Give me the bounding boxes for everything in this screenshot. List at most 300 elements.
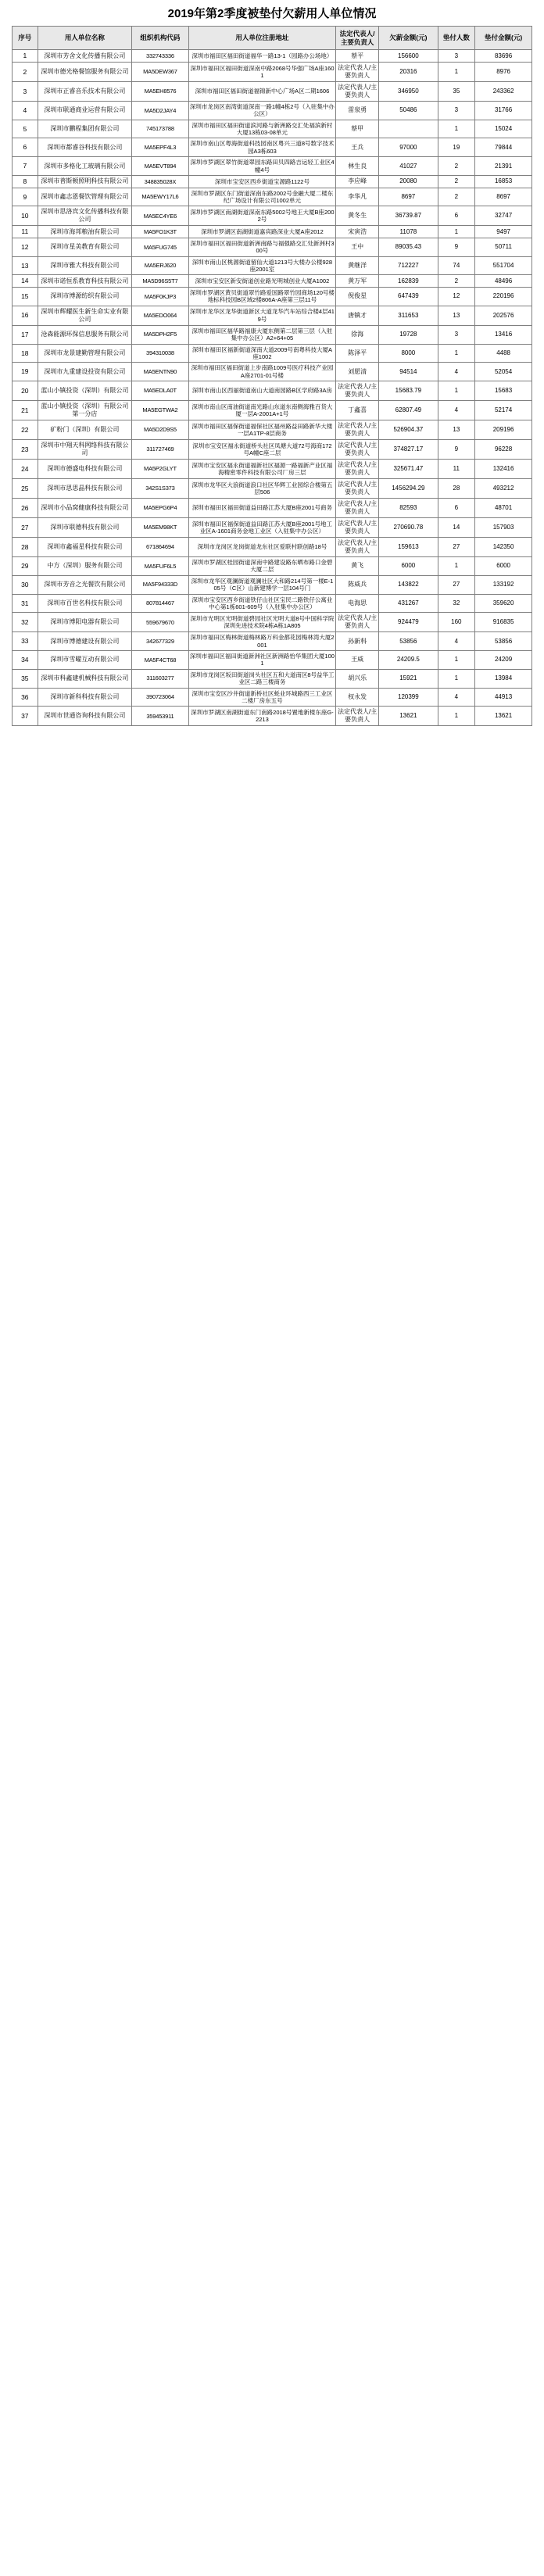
cell-paid-people: 160 xyxy=(438,613,475,632)
table-row xyxy=(13,238,532,256)
cell-index: 34 xyxy=(13,651,38,670)
cell-paid-people: 2 xyxy=(438,275,475,288)
cell-owed-amount: 15683.79 xyxy=(379,381,438,401)
cell-address: 深圳市罗湖区桂园街道深南中路建设路东晒布路口金碧大厦二层 xyxy=(188,557,335,576)
cell-company-name: 深圳市诺恒系教育科技有限公司 xyxy=(38,275,131,288)
cell-address: 深圳市龙华区大浪街道浪口社区华辉工业园综合楼第五层506 xyxy=(188,479,335,499)
cell-paid-amount: 32747 xyxy=(475,206,532,226)
cell-company-name: 深圳市普斯顿照明科技有限公司 xyxy=(38,175,131,188)
cell-legal-rep: 法定代表人/主要负责人 xyxy=(336,381,379,401)
cell-legal-rep: 法定代表人/主要负责人 xyxy=(336,707,379,726)
cell-owed-amount: 346950 xyxy=(379,81,438,101)
cell-paid-amount: 4488 xyxy=(475,344,532,363)
cell-org-code: MA5ERJ620 xyxy=(132,256,189,275)
cell-org-code: 342677329 xyxy=(132,632,189,651)
cell-paid-people: 27 xyxy=(438,538,475,557)
cell-org-code: MA5FUF6L5 xyxy=(132,557,189,576)
col-header-paid-amount: 垫付金额(元) xyxy=(475,27,532,50)
cell-paid-amount: 243362 xyxy=(475,81,532,101)
cell-company-name: 深圳市博德建设有限公司 xyxy=(38,632,131,651)
cell-index: 11 xyxy=(13,226,38,238)
cell-index: 32 xyxy=(13,613,38,632)
cell-org-code: MA5EPG6P4 xyxy=(132,499,189,518)
cell-address: 深圳市福田区福保街道福保社区福州路益田路新华大楼一层A1TP-8层商务 xyxy=(188,420,335,440)
cell-paid-people: 2 xyxy=(438,157,475,176)
cell-org-code: MA5F94333D xyxy=(132,575,189,594)
cell-owed-amount: 97000 xyxy=(379,138,438,157)
cell-company-name: 深圳市思思晶科技有限公司 xyxy=(38,479,131,499)
cell-owed-amount: 94514 xyxy=(379,363,438,381)
cell-address: 深圳市福田区福新街道深南大道2009号南粤科技大厦A座1002 xyxy=(188,344,335,363)
cell-owed-amount: 162839 xyxy=(379,275,438,288)
cell-paid-people: 9 xyxy=(438,440,475,460)
cell-paid-amount: 53856 xyxy=(475,632,532,651)
cell-paid-amount: 16853 xyxy=(475,175,532,188)
cell-company-name: 深圳市海邦粮油有限公司 xyxy=(38,226,131,238)
cell-owed-amount: 15921 xyxy=(379,669,438,688)
cell-owed-amount: 89035.43 xyxy=(379,238,438,256)
cell-owed-amount: 82593 xyxy=(379,499,438,518)
cell-paid-people: 12 xyxy=(438,288,475,306)
cell-index: 17 xyxy=(13,325,38,344)
cell-owed-amount: 24209.5 xyxy=(379,651,438,670)
table-row xyxy=(13,651,532,670)
cell-company-name: 沧森能源环保信息服务有限公司 xyxy=(38,325,131,344)
cell-paid-amount: 6000 xyxy=(475,557,532,576)
cell-owed-amount: 53856 xyxy=(379,632,438,651)
cell-paid-people: 9 xyxy=(438,238,475,256)
cell-legal-rep: 李华凡 xyxy=(336,188,379,206)
cell-legal-rep: 法定代表人/主要负责人 xyxy=(336,440,379,460)
cell-index: 27 xyxy=(13,518,38,538)
cell-org-code: MA5EDLA0T xyxy=(132,381,189,401)
cell-index: 35 xyxy=(13,669,38,688)
cell-address: 深圳市罗湖区东门街道深南东路2002号金融大厦二楼东纪广场设计有限公司1002单元 xyxy=(188,188,335,206)
cell-address: 深圳市南山区西丽街道南山大道南园路B区学府路3A房 xyxy=(188,381,335,401)
table-row xyxy=(13,594,532,613)
cell-paid-amount: 96228 xyxy=(475,440,532,460)
cell-paid-people: 1 xyxy=(438,62,475,81)
cell-company-name: 深圳市正睿音乐技术有限公司 xyxy=(38,81,131,101)
cell-org-code: 394310038 xyxy=(132,344,189,363)
table-row xyxy=(13,688,532,707)
col-header-company-name: 用人单位名称 xyxy=(38,27,131,50)
table-row xyxy=(13,518,532,538)
cell-org-code: MA5D96S5T7 xyxy=(132,275,189,288)
cell-org-code: MA5EM98KT xyxy=(132,518,189,538)
cell-company-name: 深圳市鑫福星科技有限公司 xyxy=(38,538,131,557)
cell-org-code: MA5P2GLYT xyxy=(132,460,189,479)
cell-paid-people: 13 xyxy=(438,306,475,325)
cell-legal-rep: 法定代表人/主要负责人 xyxy=(336,460,379,479)
cell-org-code: MA5FUG745 xyxy=(132,238,189,256)
cell-paid-people: 6 xyxy=(438,206,475,226)
cell-paid-people: 1 xyxy=(438,226,475,238)
cell-paid-people: 1 xyxy=(438,651,475,670)
cell-address: 深圳市宝安区福永街道福新社区福源一路福新产业区福海精密零件科技有限公司厂房三层 xyxy=(188,460,335,479)
cell-index: 21 xyxy=(13,401,38,420)
cell-org-code: MA5F4CT68 xyxy=(132,651,189,670)
cell-paid-amount: 142350 xyxy=(475,538,532,557)
cell-paid-people: 4 xyxy=(438,688,475,707)
table-row xyxy=(13,420,532,440)
cell-paid-people: 3 xyxy=(438,101,475,120)
cell-org-code: MA5EDO064 xyxy=(132,306,189,325)
cell-address: 深圳市宝安区西乡街道宝源路1122号 xyxy=(188,175,335,188)
cell-paid-amount: 551704 xyxy=(475,256,532,275)
cell-paid-amount: 48701 xyxy=(475,499,532,518)
cell-index: 36 xyxy=(13,688,38,707)
cell-address: 深圳市龙岗区龙岗街道龙东社区爱联村联创路18号 xyxy=(188,538,335,557)
cell-owed-amount: 156600 xyxy=(379,50,438,63)
cell-address: 深圳市罗湖区翠竹街道翠园东路田贝四路吉运轻工业区4幢4号 xyxy=(188,157,335,176)
cell-paid-amount: 9497 xyxy=(475,226,532,238)
cell-company-name: 蓝山小镇投资（深圳）有限公司第一分店 xyxy=(38,401,131,420)
cell-paid-amount: 52054 xyxy=(475,363,532,381)
cell-paid-people: 4 xyxy=(438,632,475,651)
table-row xyxy=(13,306,532,325)
cell-address: 深圳市福田区福田街道新洲社区新洲路怡华集团大厦1001 xyxy=(188,651,335,670)
cell-owed-amount: 143822 xyxy=(379,575,438,594)
cell-org-code: MA5DEW367 xyxy=(132,62,189,81)
cell-org-code: 559679670 xyxy=(132,613,189,632)
cell-legal-rep: 陈威兵 xyxy=(336,575,379,594)
cell-address: 深圳市龙岗区南湾街道深南一路1幢4栋2号（入驻集中办公区） xyxy=(188,101,335,120)
table-row xyxy=(13,632,532,651)
cell-index: 20 xyxy=(13,381,38,401)
cell-legal-rep: 王中 xyxy=(336,238,379,256)
cell-legal-rep: 宋寅浩 xyxy=(336,226,379,238)
page-title: 2019年第2季度被垫付欠薪用人单位情况 xyxy=(167,7,377,20)
cell-company-name: 深圳市百世名科技有限公司 xyxy=(38,594,131,613)
cell-owed-amount: 325671.47 xyxy=(379,460,438,479)
cell-paid-people: 74 xyxy=(438,256,475,275)
cell-paid-amount: 13984 xyxy=(475,669,532,688)
cell-org-code: 342S1S373 xyxy=(132,479,189,499)
cell-paid-people: 3 xyxy=(438,50,475,63)
cell-address: 深圳市宝安区福永街道桥头社区凤塘大道72号海商172号A幢C座二层 xyxy=(188,440,335,460)
cell-index: 26 xyxy=(13,499,38,518)
cell-address: 深圳市龙岗区坂田街道岗头社区五和大道南区8号益华工业区二路三楼商务 xyxy=(188,669,335,688)
cell-company-name: 深圳市芳舍文化传播有限公司 xyxy=(38,50,131,63)
cell-paid-people: 3 xyxy=(438,325,475,344)
cell-index: 18 xyxy=(13,344,38,363)
cell-legal-rep: 法定代表人/主要负责人 xyxy=(336,499,379,518)
table-row xyxy=(13,157,532,176)
cell-legal-rep: 林生良 xyxy=(336,157,379,176)
cell-owed-amount: 62807.49 xyxy=(379,401,438,420)
cell-index: 25 xyxy=(13,479,38,499)
cell-org-code: 332743336 xyxy=(132,50,189,63)
cell-address: 深圳市福田区福田街道福锦新中心广场A区二期1606 xyxy=(188,81,335,101)
cell-index: 28 xyxy=(13,538,38,557)
cell-company-name: 深圳市联德科技有限公司 xyxy=(38,518,131,538)
cell-org-code: MA5EGTWA2 xyxy=(132,401,189,420)
table-row xyxy=(13,613,532,632)
cell-address: 深圳市南山区南油街道南光路山东道东南侧海雅百货大厦一层A-2001A+1号 xyxy=(188,401,335,420)
table-row xyxy=(13,62,532,81)
cell-index: 31 xyxy=(13,594,38,613)
cell-owed-amount: 20080 xyxy=(379,175,438,188)
cell-index: 12 xyxy=(13,238,38,256)
table-row xyxy=(13,344,532,363)
cell-company-name: 深圳市辉耀医生新生命实业有限公司 xyxy=(38,306,131,325)
cell-org-code: MA5EH8576 xyxy=(132,81,189,101)
cell-index: 8 xyxy=(13,175,38,188)
cell-address: 深圳市宝安区沙井街道新桥社区蚝业环城路西三工业区二楼厂房东五号 xyxy=(188,688,335,707)
cell-legal-rep: 法定代表人/主要负责人 xyxy=(336,420,379,440)
cell-legal-rep: 黄飞 xyxy=(336,557,379,576)
cell-paid-amount: 209196 xyxy=(475,420,532,440)
table-row xyxy=(13,50,532,63)
cell-owed-amount: 1456294.29 xyxy=(379,479,438,499)
cell-owed-amount: 270690.78 xyxy=(379,518,438,538)
cell-owed-amount: 8000 xyxy=(379,344,438,363)
table-row xyxy=(13,575,532,594)
cell-paid-amount: 359620 xyxy=(475,594,532,613)
cell-index: 30 xyxy=(13,575,38,594)
cell-org-code: MA5EPF4L3 xyxy=(132,138,189,157)
cell-paid-people: 28 xyxy=(438,479,475,499)
cell-index: 4 xyxy=(13,101,38,120)
cell-legal-rep: 黄冬生 xyxy=(336,206,379,226)
cell-owed-amount: 11078 xyxy=(379,226,438,238)
cell-org-code: MA5EVT894 xyxy=(132,157,189,176)
cell-owed-amount: 374827.17 xyxy=(379,440,438,460)
cell-legal-rep: 王威 xyxy=(336,651,379,670)
payroll-arrears-table xyxy=(12,26,532,726)
cell-index: 14 xyxy=(13,275,38,288)
cell-paid-people: 19 xyxy=(438,138,475,157)
cell-company-name: 深圳市中翔天科网络科技有限公司 xyxy=(38,440,131,460)
cell-legal-rep: 王兵 xyxy=(336,138,379,157)
cell-owed-amount xyxy=(379,120,438,138)
cell-paid-amount: 15024 xyxy=(475,120,532,138)
cell-index: 5 xyxy=(13,120,38,138)
cell-legal-rep: 倪俊星 xyxy=(336,288,379,306)
cell-address: 深圳市福田区福田街道益田路江苏大厦B座2001号商务 xyxy=(188,499,335,518)
cell-company-name: 深圳市德光格餐馆服务有限公司 xyxy=(38,62,131,81)
cell-index: 15 xyxy=(13,288,38,306)
cell-owed-amount: 19728 xyxy=(379,325,438,344)
cell-address: 深圳市宝安区新安街道创业路光明城创业大厦A1002 xyxy=(188,275,335,288)
cell-legal-rep: 法定代表人/主要负责人 xyxy=(336,62,379,81)
table-row xyxy=(13,120,532,138)
cell-legal-rep: 黄继洋 xyxy=(336,256,379,275)
cell-owed-amount: 924479 xyxy=(379,613,438,632)
table-row xyxy=(13,401,532,420)
cell-address: 深圳市南山区桃源街道留仙大道1213号大楼办公楼928座2001室 xyxy=(188,256,335,275)
col-header-org-code: 组织机构代码 xyxy=(132,27,189,50)
cell-owed-amount: 647439 xyxy=(379,288,438,306)
cell-paid-amount: 202576 xyxy=(475,306,532,325)
table-row xyxy=(13,460,532,479)
cell-index: 29 xyxy=(13,557,38,576)
cell-company-name: 深圳市芳音之光餐饮有限公司 xyxy=(38,575,131,594)
cell-paid-amount: 50711 xyxy=(475,238,532,256)
cell-index: 6 xyxy=(13,138,38,157)
cell-company-name: 深圳市星美教育有限公司 xyxy=(38,238,131,256)
cell-index: 13 xyxy=(13,256,38,275)
cell-org-code: 671864694 xyxy=(132,538,189,557)
cell-index: 2 xyxy=(13,62,38,81)
cell-company-name: 中方（深圳）服务有限公司 xyxy=(38,557,131,576)
cell-company-name: 深圳市博阳电器有限公司 xyxy=(38,613,131,632)
cell-address: 深圳市罗湖区南湖街道深南东路5002号地王大厦B座2002号 xyxy=(188,206,335,226)
cell-org-code: MA5D2JAY4 xyxy=(132,101,189,120)
cell-legal-rep: 法定代表人/主要负责人 xyxy=(336,81,379,101)
cell-paid-people: 27 xyxy=(438,575,475,594)
cell-legal-rep: 刘愿清 xyxy=(336,363,379,381)
cell-legal-rep: 法定代表人/主要负责人 xyxy=(336,538,379,557)
cell-paid-amount: 44913 xyxy=(475,688,532,707)
cell-paid-amount: 13416 xyxy=(475,325,532,344)
col-header-index: 序号 xyxy=(13,27,38,50)
cell-paid-amount: 48496 xyxy=(475,275,532,288)
cell-paid-people: 6 xyxy=(438,499,475,518)
cell-company-name: 深圳市雅大科技有限公司 xyxy=(38,256,131,275)
cell-paid-amount: 8697 xyxy=(475,188,532,206)
cell-org-code: MA5D2D9S5 xyxy=(132,420,189,440)
table-row xyxy=(13,175,532,188)
cell-paid-amount: 8976 xyxy=(475,62,532,81)
cell-address: 深圳市龙华区龙华街道新区大道龙华汽车站综合楼4层419号 xyxy=(188,306,335,325)
cell-address: 深圳市罗湖区南湖街道嘉宾路深业大厦A座2012 xyxy=(188,226,335,238)
cell-index: 33 xyxy=(13,632,38,651)
cell-paid-people: 11 xyxy=(438,460,475,479)
cell-company-name: 深圳市小品窝健康科技有限公司 xyxy=(38,499,131,518)
cell-legal-rep: 蔡平 xyxy=(336,50,379,63)
cell-company-name: 深圳市科鑫建机械科技有限公司 xyxy=(38,669,131,688)
cell-address: 深圳市罗湖区南湖街道东门南路2018号置地新楼东座G-2213 xyxy=(188,707,335,726)
cell-company-name: 深圳市鑫志恩餐饮管理有限公司 xyxy=(38,188,131,206)
cell-paid-amount: 132416 xyxy=(475,460,532,479)
col-header-address: 用人单位注册地址 xyxy=(188,27,335,50)
cell-address: 深圳市罗湖区黄贝街道翠竹路爱国路翠竹园商场120号楼地标科技园B区域2楼806A-A座第三层11号 xyxy=(188,288,335,306)
cell-paid-people: 1 xyxy=(438,120,475,138)
table-row xyxy=(13,381,532,401)
cell-owed-amount: 41027 xyxy=(379,157,438,176)
cell-paid-people: 1 xyxy=(438,381,475,401)
cell-paid-people: 1 xyxy=(438,669,475,688)
cell-index: 22 xyxy=(13,420,38,440)
col-header-owed-amount: 欠薪金额(元) xyxy=(379,27,438,50)
cell-paid-people: 1 xyxy=(438,557,475,576)
cell-address: 深圳市南山区粤海街道科技园南区粤兴三道8号数字技术园A3栋603 xyxy=(188,138,335,157)
cell-owed-amount: 36739.87 xyxy=(379,206,438,226)
cell-company-name: 深圳市鹏程集团有限公司 xyxy=(38,120,131,138)
cell-org-code: MA5EWY17L6 xyxy=(132,188,189,206)
cell-org-code: 359453911 xyxy=(132,707,189,726)
cell-address: 深圳市福田区福保街道益田路江苏大厦B座2001号地工业区A-1601商务金地工业区（入驻集中办公区） xyxy=(188,518,335,538)
cell-paid-amount: 15683 xyxy=(475,381,532,401)
cell-address: 深圳市福田区福华路福康大厦东侧第二层第三层（入驻集中办公区）A2+64+05 xyxy=(188,325,335,344)
cell-company-name: 深圳市思洛宾文化传播科技有限公司 xyxy=(38,206,131,226)
cell-legal-rep: 法定代表人/主要负责人 xyxy=(336,479,379,499)
cell-address: 深圳市福田区福田街道上步南路1009号医疗科技产业园A座2701-01号楼 xyxy=(188,363,335,381)
cell-index: 16 xyxy=(13,306,38,325)
cell-company-name: 深圳市都睿谷科技有限公司 xyxy=(38,138,131,157)
cell-legal-rep: 电海思 xyxy=(336,594,379,613)
cell-org-code: MA5ENTN90 xyxy=(132,363,189,381)
cell-org-code: 311603277 xyxy=(132,669,189,688)
table-row xyxy=(13,206,532,226)
cell-legal-rep: 徐海 xyxy=(336,325,379,344)
cell-company-name: 深圳市世通咨询科技有限公司 xyxy=(38,707,131,726)
cell-owed-amount: 526904.37 xyxy=(379,420,438,440)
cell-company-name: 深圳市德盛电科技有限公司 xyxy=(38,460,131,479)
cell-company-name: 深圳市九重建设投资有限公司 xyxy=(38,363,131,381)
cell-org-code: MA5EC4YE6 xyxy=(132,206,189,226)
cell-org-code: 348835028X xyxy=(132,175,189,188)
cell-address: 深圳市福田区梅林街道梅林路万科金都花园梅林湾大厦2001 xyxy=(188,632,335,651)
cell-paid-people: 1 xyxy=(438,707,475,726)
cell-address: 深圳市福田区福田街道深南中路2068号华强广场A座1601 xyxy=(188,62,335,81)
cell-paid-amount: 52174 xyxy=(475,401,532,420)
cell-paid-amount: 133192 xyxy=(475,575,532,594)
cell-paid-amount: 157903 xyxy=(475,518,532,538)
cell-index: 3 xyxy=(13,81,38,101)
cell-owed-amount: 8697 xyxy=(379,188,438,206)
table-row xyxy=(13,363,532,381)
cell-paid-people: 1 xyxy=(438,344,475,363)
cell-address: 深圳市福田区福田街道福华一路13-1（园路办公场地） xyxy=(188,50,335,63)
cell-owed-amount: 159613 xyxy=(379,538,438,557)
cell-company-name: 深圳市雪曜互动有限公司 xyxy=(38,651,131,670)
cell-legal-rep: 权永发 xyxy=(336,688,379,707)
cell-index: 24 xyxy=(13,460,38,479)
cell-owed-amount: 6000 xyxy=(379,557,438,576)
cell-paid-people: 2 xyxy=(438,175,475,188)
cell-paid-amount: 13621 xyxy=(475,707,532,726)
cell-paid-amount: 31766 xyxy=(475,101,532,120)
table-row xyxy=(13,325,532,344)
table-row xyxy=(13,101,532,120)
cell-company-name: 深圳市龙景建勤管理有限公司 xyxy=(38,344,131,363)
cell-owed-amount: 120399 xyxy=(379,688,438,707)
cell-legal-rep: 孙新科 xyxy=(336,632,379,651)
table-row xyxy=(13,275,532,288)
cell-paid-amount: 916835 xyxy=(475,613,532,632)
cell-address: 深圳市龙华区观澜街道观澜社区大和路214号第一楼E-105号（C区）山新建博学一层104号门 xyxy=(188,575,335,594)
cell-org-code: 807814467 xyxy=(132,594,189,613)
table-row xyxy=(13,499,532,518)
cell-address: 深圳市宝安区西乡街道铁仔山社区宝民二路铁仔公寓业中心第1栋601-609号（入驻集中办公区） xyxy=(188,594,335,613)
cell-index: 37 xyxy=(13,707,38,726)
cell-company-name: 深圳市新科科技有限公司 xyxy=(38,688,131,707)
table-row xyxy=(13,288,532,306)
cell-paid-people: 14 xyxy=(438,518,475,538)
cell-paid-people: 2 xyxy=(438,188,475,206)
document-page xyxy=(0,0,544,726)
cell-index: 1 xyxy=(13,50,38,63)
cell-legal-rep: 法定代表人/主要负责人 xyxy=(336,613,379,632)
cell-paid-people: 13 xyxy=(438,420,475,440)
cell-address: 深圳市福田区福田街道新洲南路与福强路交汇处新洲村300号 xyxy=(188,238,335,256)
table-row xyxy=(13,81,532,101)
cell-org-code: MA5DPH2F5 xyxy=(132,325,189,344)
cell-paid-amount: 21391 xyxy=(475,157,532,176)
table-row xyxy=(13,188,532,206)
table-row xyxy=(13,226,532,238)
cell-owed-amount: 20316 xyxy=(379,62,438,81)
cell-legal-rep: 胡兴乐 xyxy=(336,669,379,688)
table-row xyxy=(13,138,532,157)
cell-index: 9 xyxy=(13,188,38,206)
cell-paid-people: 32 xyxy=(438,594,475,613)
cell-company-name: 深圳市多格化工玻璃有限公司 xyxy=(38,157,131,176)
cell-paid-people: 35 xyxy=(438,81,475,101)
